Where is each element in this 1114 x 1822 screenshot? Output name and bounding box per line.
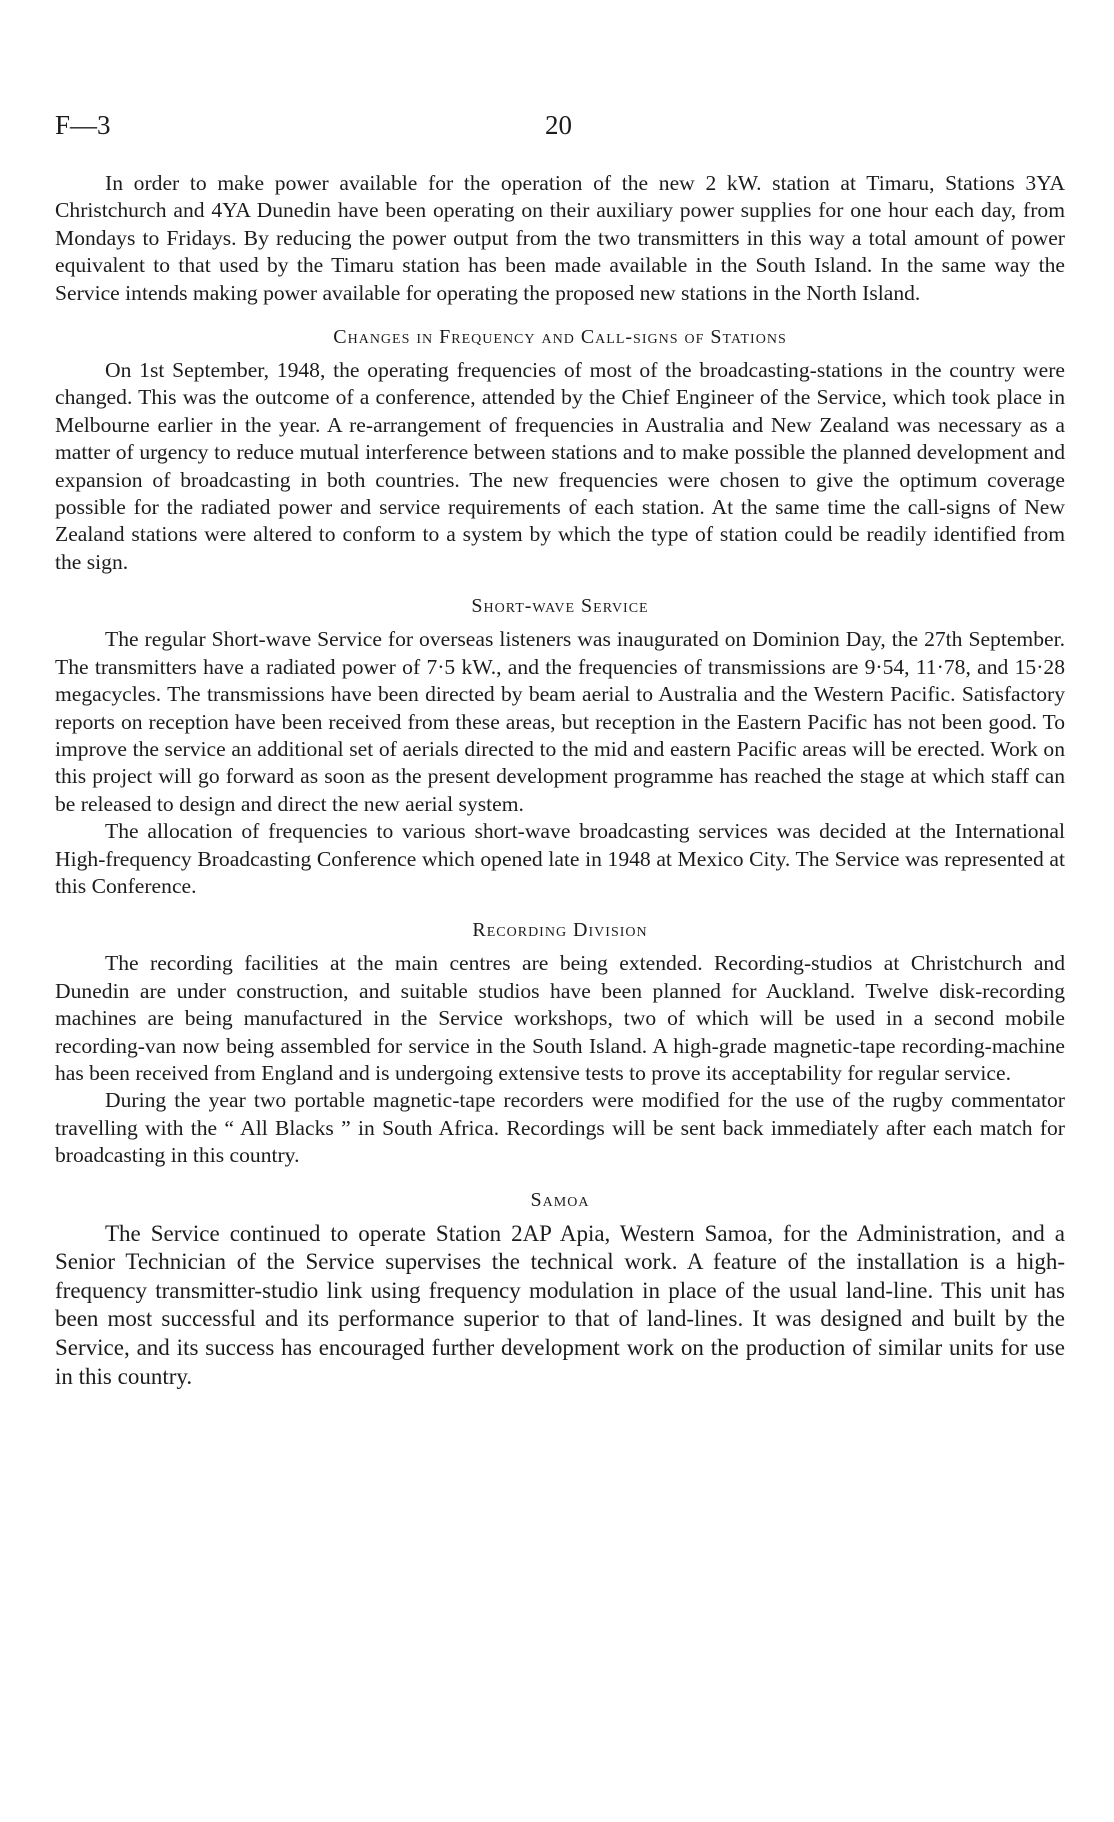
page-header (55, 110, 1065, 150)
section-heading: Short-wave Service (471, 595, 649, 618)
section-paragraph: On 1st September, 1948, the operating frequencies of most of the broadcasting-stations in the country were changed. This was the outcome of a conference, attended by the Chief Engineer of the Service, which took place in Melbourne earlier in the year. A re-arrangement of frequencies in Australia and New Zealand was necessary as a matter of urgency to reduce mutual interference between stations and to make possible the planned development and expansion of broadcasting in both countries. The new frequencies were chosen to give the optimum coverage possible for the radiated power and service requirements of each station. At the same time the call-signs of New Zealand stations were altered to conform to a system by which the type of station could be readily identified from the sign. (55, 358, 1065, 574)
section-heading: Samoa (530, 1188, 590, 1211)
section-paragraph: The recording facilities at the main centres are being extended. Recording-studios at Christchurch and Dunedin are under construction, and suitable studios have been planned for Auckland. Twelve disk-recording machines are being manufactured in the Service workshops, two of which will be used in a second mobile recording-van now being assembled for service in the South Island. A high-grade magnetic-tape recording-machine has been received from England and is undergoing extensive tests to prove its acceptability for regular service. (55, 951, 1065, 1085)
section-frequency-callsigns (55, 324, 1065, 576)
intro-paragraph: In order to make power available for the operation of the new 2 kW. station at Timaru, Stations 3YA Christchurch and 4YA Dunedin have been operating on their auxiliary power supplies for one hour each day, from Mondays to Fridays. By reducing the power output from the two transmitters in this way a total amount of power equivalent to that used by the Timaru station has been made available in the South Island. In the same way the Service intends making power available for operating the proposed new stations in the North Island. (55, 171, 1065, 305)
section-heading: Changes in Frequency and Call-signs of Stations (333, 326, 787, 349)
section-samoa (55, 1187, 1065, 1392)
section-paragraph: The Service continued to operate Station 2AP Apia, Western Samoa, for the Administration, and a Senior Technician of the Service supervises the technical work. A feature of the installation is a high-frequency transmitter-studio link using frequency modulation in place of the usual land-line. This unit has been most successful and its performance superior to that of land-lines. It was designed and built by the Service, and its success has encouraged further development work on the production of similar units for use in this country. (55, 1220, 1065, 1389)
section-short-wave-service (55, 593, 1065, 900)
page-reference: F—3 (55, 110, 111, 140)
section-heading: Recording Division (472, 919, 648, 942)
page-number: 20 (545, 110, 572, 140)
document-body (55, 170, 1065, 1391)
document-page (55, 110, 1065, 1391)
section-paragraph: During the year two portable magnetic-tape recorders were modified for the use of the rugby commentator travelling with the “ All Blacks ” in South Africa. Recordings will be sent back immediately after each match for broadcasting in this country. (55, 1088, 1065, 1168)
section-paragraph: The regular Short-wave Service for overseas listeners was inaugurated on Dominion Day, the 27th September. The transmitters have a radiated power of 7·5 kW., and the frequencies of transmissions are 9·54, 11·78, and 15·28 megacycles. The transmissions have been directed by beam aerial to Australia and the Western Pacific. Satisfactory reports on reception have been received from these areas, but reception in the Eastern Pacific has not been good. To improve the service an additional set of aerials directed to the mid and eastern Pacific areas will be erected. Work on this project will go forward as soon as the present development programme has reached the stage at which staff can be released to design and direct the new aerial system. (55, 627, 1065, 816)
section-recording-division (55, 917, 1065, 1169)
section-paragraph: The allocation of frequencies to various short-wave broadcasting services was decided at the International High-frequency Broadcasting Conference which opened late in 1948 at Mexico City. The Service was represented at this Conference. (55, 819, 1065, 898)
